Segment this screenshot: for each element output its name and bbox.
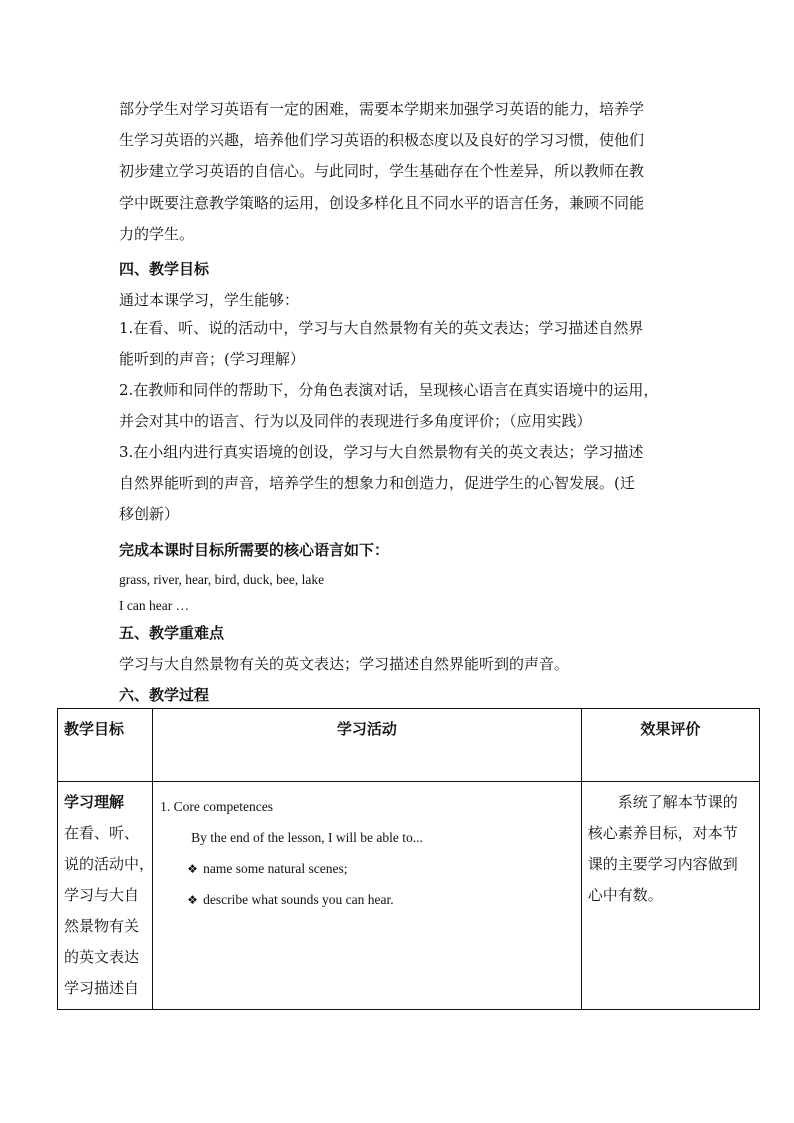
text-line: 能听到的声音；(学习理解）: [119, 350, 305, 369]
bullet-text: describe what sounds you can hear.: [203, 892, 394, 907]
diamond-bullet-icon: ❖: [187, 893, 198, 907]
objectives-lead: 通过本课学习，学生能够：: [119, 291, 300, 309]
core-vocabulary: grass, river, hear, bird, duck, bee, lake: [119, 572, 325, 587]
text-line: 然景物有关: [64, 917, 140, 935]
text-line: 心中有数。: [587, 886, 663, 904]
core-language-heading: 完成本课时目标所需要的核心语言如下：: [119, 541, 390, 559]
text-line: 的英文表达: [64, 948, 140, 966]
objective-3: [119, 437, 679, 531]
evaluation-cell: [581, 782, 759, 1010]
intro-paragraph: [119, 94, 679, 250]
section-heading-process: 六、教学过程: [119, 686, 210, 704]
header-label: 教学目标: [64, 720, 125, 738]
text-line: 学中既要注意教学策略的运用，创设多样化且不同水平的语言任务，兼顾不同能: [119, 193, 645, 212]
activity-bullet: [160, 884, 581, 915]
diamond-bullet-icon: ❖: [187, 862, 198, 876]
text-line: 力的学生。: [119, 224, 195, 243]
section-heading-key-points: 五、教学重难点: [119, 624, 225, 642]
header-cell-activity: [153, 709, 582, 782]
text-line: 部分学生对学习英语有一定的困难，需要本学期来加强学习英语的能力，培养学: [119, 100, 645, 118]
activity-bullet: [160, 853, 581, 884]
goal-cell: [58, 782, 153, 1010]
text-line: 课的主要学习内容做到: [587, 855, 738, 873]
text-line: 学习描述自: [64, 979, 140, 997]
header-cell-evaluation: [581, 709, 759, 782]
header-cell-goal: [58, 709, 153, 782]
text-line: 自然界能听到的声音，培养学生的想象力和创造力，促进学生的心智发展。(迁: [119, 474, 635, 493]
text-line: 初步建立学习英语的自信心。与此同时，学生基础存在个性差异，所以教师在教: [119, 162, 645, 181]
key-points-text: 学习与大自然景物有关的英文表达；学习描述自然界能听到的声音。: [119, 655, 570, 673]
core-sentence: I can hear …: [119, 598, 190, 613]
table-row: [58, 782, 760, 1010]
activity-cell: [153, 782, 582, 1010]
text-line: 系统了解本节课的: [617, 793, 738, 811]
text-line: 生学习英语的兴趣，培养他们学习英语的积极态度以及良好的学习习惯，使他们: [119, 131, 645, 150]
text-line: 在看、听、: [64, 824, 140, 842]
teaching-process-table: [57, 708, 760, 1010]
text-line: 2.在教师和同伴的帮助下，分角色表演对话，呈现核心语言在真实语境中的运用，: [119, 381, 659, 399]
text-line: 学习与大自: [64, 886, 140, 904]
table-header-row: [58, 709, 760, 782]
goal-title: 学习理解: [64, 793, 125, 811]
header-label: 学习活动: [336, 720, 397, 738]
text-line: 说的活动中，: [64, 855, 155, 873]
section-heading-objectives: 四、教学目标: [119, 260, 210, 278]
bullet-text: name some natural scenes;: [203, 861, 348, 876]
text-line: 核心素养目标，对本节: [587, 824, 738, 842]
header-label: 效果评价: [640, 720, 701, 738]
text-line: 1.在看、听、说的活动中，学习与大自然景物有关的英文表达；学习描述自然界: [119, 319, 644, 337]
activity-title: 1. Core competences: [160, 799, 273, 814]
objective-2: [119, 375, 679, 437]
text-line: 移创新）: [119, 505, 180, 524]
activity-lead: By the end of the lesson, I will be able to...: [191, 830, 423, 845]
text-line: 并会对其中的语言、行为以及同伴的表现进行多角度评价；（应用实践）: [119, 412, 592, 431]
objective-1: [119, 313, 679, 375]
text-line: 3.在小组内进行真实语境的创设，学习与大自然景物有关的英文表达；学习描述: [119, 443, 644, 461]
